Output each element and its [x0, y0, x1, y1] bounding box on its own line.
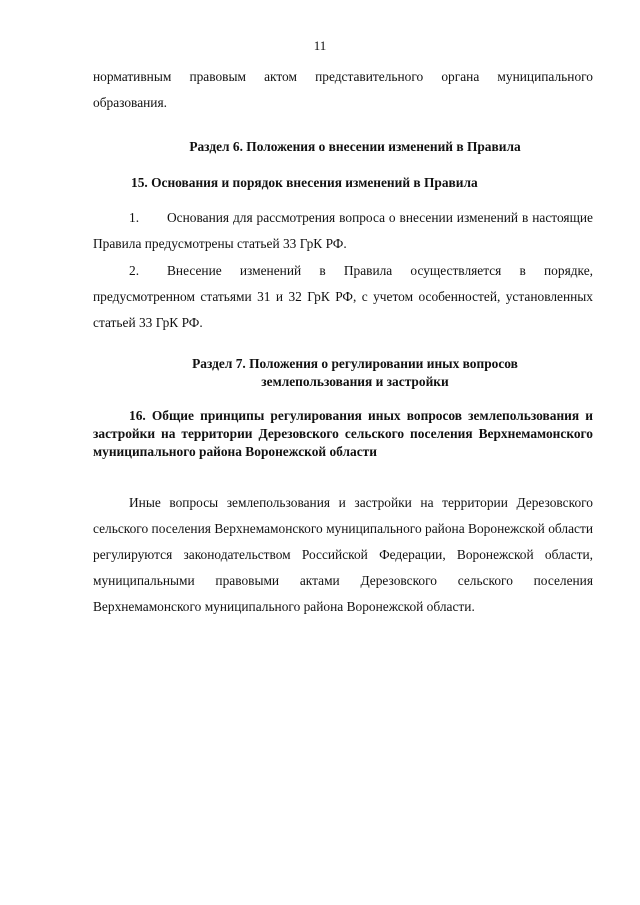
section-7-heading-line-1: Раздел 7. Положения о регулировании иных вопросов: [192, 356, 518, 371]
list-item-2-number: 2.: [129, 263, 140, 278]
section-7-heading: [0, 355, 640, 391]
list-item-1-text: Основания для рассмотрения вопроса о внесении изменений в настоящие Правила предусмотрены статьей 33 ГрК РФ.: [93, 210, 593, 251]
list-item-2-text: Внесение изменений в Правила осуществляется в порядке, предусмотренном статьями 31 и 32 ГрК РФ, с учетом особенностей, установленных статьей 33 ГрК РФ.: [93, 263, 593, 330]
article-15-heading: 15. Основания и порядок внесения изменений в Правила: [131, 175, 478, 190]
article-16-heading: [93, 407, 593, 461]
list-item-1: [93, 205, 593, 257]
list-item-2: [93, 258, 593, 336]
paragraph-continuation: нормативным правовым актом представительного органа муниципального образования.: [93, 69, 593, 110]
section-6-heading: Раздел 6. Положения о внесении изменений в Правила: [189, 139, 521, 154]
paragraph-final: Иные вопросы землепользования и застройки на территории Дерезовского сельского поселения Верхнемамонского муниципального района Воронежской области регулируются законодательством Российской Федерации, Воронежской области, муниципальными правовыми актами Дерезовского сельского поселения Верхнемамонского муниципального района Воронежской области.: [93, 495, 593, 614]
page-number: 11: [313, 38, 327, 53]
list-item-1-number: 1.: [129, 210, 140, 225]
section-7-heading-line-2: землепользования и застройки: [261, 374, 449, 389]
article-16-heading-text: 16. Общие принципы регулирования иных вопросов землепользования и застройки на территории Дерезовского сельского поселения Верхнемамонского муниципального района Воронежской области: [93, 408, 593, 459]
